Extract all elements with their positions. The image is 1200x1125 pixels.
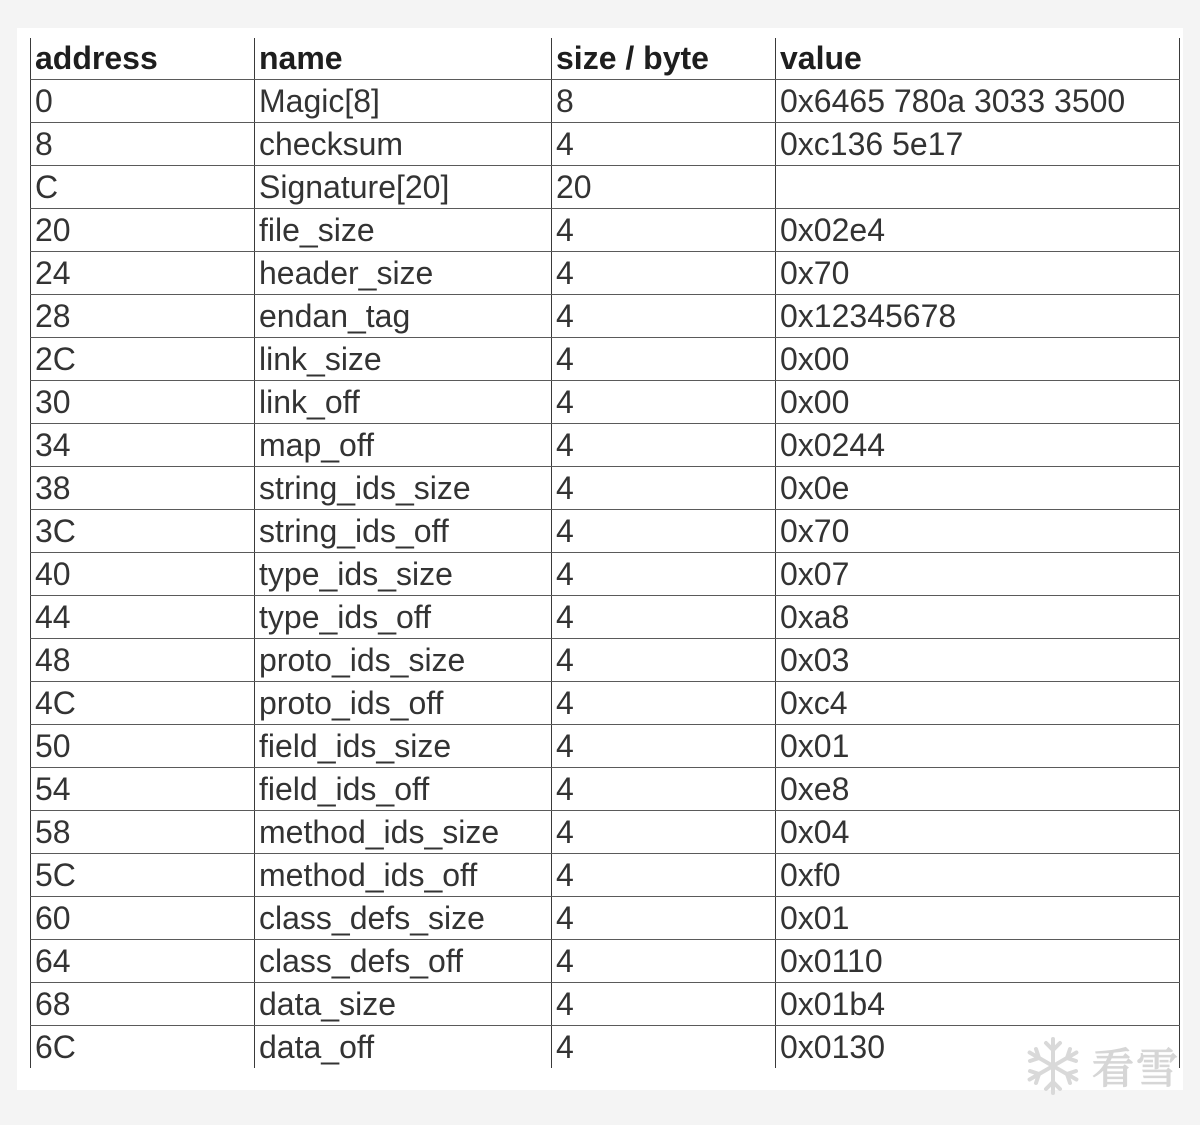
cell-value: 0x07 xyxy=(776,553,1180,596)
cell-address: 24 xyxy=(31,252,255,295)
cell-address: 64 xyxy=(31,940,255,983)
cell-value: 0x0110 xyxy=(776,940,1180,983)
cell-size: 4 xyxy=(552,983,776,1026)
column-header-value: value xyxy=(776,38,1180,80)
cell-value: 0x70 xyxy=(776,510,1180,553)
dex-header-table xyxy=(30,38,1180,1068)
table-row xyxy=(31,295,1180,338)
cell-value: 0xe8 xyxy=(776,768,1180,811)
cell-size: 4 xyxy=(552,940,776,983)
cell-size: 4 xyxy=(552,725,776,768)
cell-address: 4C xyxy=(31,682,255,725)
cell-value: 0x04 xyxy=(776,811,1180,854)
cell-address: 38 xyxy=(31,467,255,510)
cell-address: 8 xyxy=(31,123,255,166)
cell-address: 3C xyxy=(31,510,255,553)
table-row xyxy=(31,639,1180,682)
table-row xyxy=(31,424,1180,467)
table-header-row xyxy=(31,38,1180,80)
column-header-address: address xyxy=(31,38,255,80)
table-row xyxy=(31,123,1180,166)
cell-name: type_ids_size xyxy=(255,553,552,596)
cell-name: link_size xyxy=(255,338,552,381)
cell-address: 48 xyxy=(31,639,255,682)
cell-size: 8 xyxy=(552,80,776,123)
cell-name: class_defs_off xyxy=(255,940,552,983)
cell-size: 4 xyxy=(552,854,776,897)
cell-size: 4 xyxy=(552,682,776,725)
cell-name: Magic[8] xyxy=(255,80,552,123)
cell-address: 44 xyxy=(31,596,255,639)
cell-value: 0x00 xyxy=(776,381,1180,424)
table-row xyxy=(31,983,1180,1026)
cell-value: 0xf0 xyxy=(776,854,1180,897)
cell-name: proto_ids_size xyxy=(255,639,552,682)
table-row xyxy=(31,596,1180,639)
cell-name: link_off xyxy=(255,381,552,424)
cell-value: 0x0e xyxy=(776,467,1180,510)
cell-size: 4 xyxy=(552,811,776,854)
table-row xyxy=(31,209,1180,252)
cell-name: map_off xyxy=(255,424,552,467)
cell-value: 0x0244 xyxy=(776,424,1180,467)
column-header-size: size / byte xyxy=(552,38,776,80)
cell-size: 4 xyxy=(552,467,776,510)
table-row xyxy=(31,725,1180,768)
table-row xyxy=(31,854,1180,897)
table-row xyxy=(31,166,1180,209)
cell-value: 0x70 xyxy=(776,252,1180,295)
cell-value: 0x03 xyxy=(776,639,1180,682)
table-row xyxy=(31,682,1180,725)
cell-value: 0x01 xyxy=(776,897,1180,940)
table-row xyxy=(31,1026,1180,1069)
cell-name: string_ids_size xyxy=(255,467,552,510)
cell-address: 30 xyxy=(31,381,255,424)
cell-size: 4 xyxy=(552,209,776,252)
cell-address: 20 xyxy=(31,209,255,252)
cell-address: 5C xyxy=(31,854,255,897)
cell-name: file_size xyxy=(255,209,552,252)
table-row xyxy=(31,553,1180,596)
cell-value: 0x12345678 xyxy=(776,295,1180,338)
cell-size: 4 xyxy=(552,596,776,639)
cell-address: 54 xyxy=(31,768,255,811)
cell-name: field_ids_size xyxy=(255,725,552,768)
table-row xyxy=(31,80,1180,123)
cell-value: 0x6465 780a 3033 3500 xyxy=(776,80,1180,123)
cell-address: 34 xyxy=(31,424,255,467)
cell-size: 4 xyxy=(552,768,776,811)
cell-address: 50 xyxy=(31,725,255,768)
cell-name: string_ids_off xyxy=(255,510,552,553)
cell-value: 0x01b4 xyxy=(776,983,1180,1026)
cell-size: 4 xyxy=(552,639,776,682)
cell-name: method_ids_off xyxy=(255,854,552,897)
table-body xyxy=(31,80,1180,1069)
table-row xyxy=(31,940,1180,983)
cell-address: 68 xyxy=(31,983,255,1026)
cell-address: 28 xyxy=(31,295,255,338)
snowflake-icon xyxy=(1022,1035,1084,1097)
cell-name: proto_ids_off xyxy=(255,682,552,725)
cell-size: 4 xyxy=(552,338,776,381)
cell-name: endan_tag xyxy=(255,295,552,338)
cell-size: 4 xyxy=(552,123,776,166)
cell-name: header_size xyxy=(255,252,552,295)
cell-value: 0xc136 5e17 xyxy=(776,123,1180,166)
cell-value xyxy=(776,166,1180,209)
cell-name: checksum xyxy=(255,123,552,166)
table-row xyxy=(31,811,1180,854)
cell-address: 0 xyxy=(31,80,255,123)
table-row xyxy=(31,897,1180,940)
cell-size: 4 xyxy=(552,381,776,424)
cell-size: 4 xyxy=(552,252,776,295)
cell-address: 58 xyxy=(31,811,255,854)
cell-address: 60 xyxy=(31,897,255,940)
cell-address: 6C xyxy=(31,1026,255,1069)
cell-address: C xyxy=(31,166,255,209)
cell-name: type_ids_off xyxy=(255,596,552,639)
cell-value: 0x0130 xyxy=(776,1026,1180,1069)
table-row xyxy=(31,252,1180,295)
table-row xyxy=(31,467,1180,510)
table-row xyxy=(31,510,1180,553)
cell-size: 4 xyxy=(552,553,776,596)
cell-size: 4 xyxy=(552,1026,776,1069)
cell-address: 40 xyxy=(31,553,255,596)
cell-value: 0x01 xyxy=(776,725,1180,768)
cell-size: 20 xyxy=(552,166,776,209)
cell-value: 0x00 xyxy=(776,338,1180,381)
cell-address: 2C xyxy=(31,338,255,381)
table-row xyxy=(31,338,1180,381)
column-header-name: name xyxy=(255,38,552,80)
table-row xyxy=(31,381,1180,424)
cell-value: 0x02e4 xyxy=(776,209,1180,252)
cell-size: 4 xyxy=(552,510,776,553)
cell-name: class_defs_size xyxy=(255,897,552,940)
cell-name: Signature[20] xyxy=(255,166,552,209)
table-row xyxy=(31,768,1180,811)
cell-size: 4 xyxy=(552,897,776,940)
cell-name: data_off xyxy=(255,1026,552,1069)
watermark xyxy=(1022,1035,1180,1097)
cell-value: 0xa8 xyxy=(776,596,1180,639)
cell-name: field_ids_off xyxy=(255,768,552,811)
cell-size: 4 xyxy=(552,424,776,467)
cell-name: data_size xyxy=(255,983,552,1026)
cell-name: method_ids_size xyxy=(255,811,552,854)
cell-value: 0xc4 xyxy=(776,682,1180,725)
watermark-text: 看雪 xyxy=(1091,1044,1180,1093)
cell-size: 4 xyxy=(552,295,776,338)
